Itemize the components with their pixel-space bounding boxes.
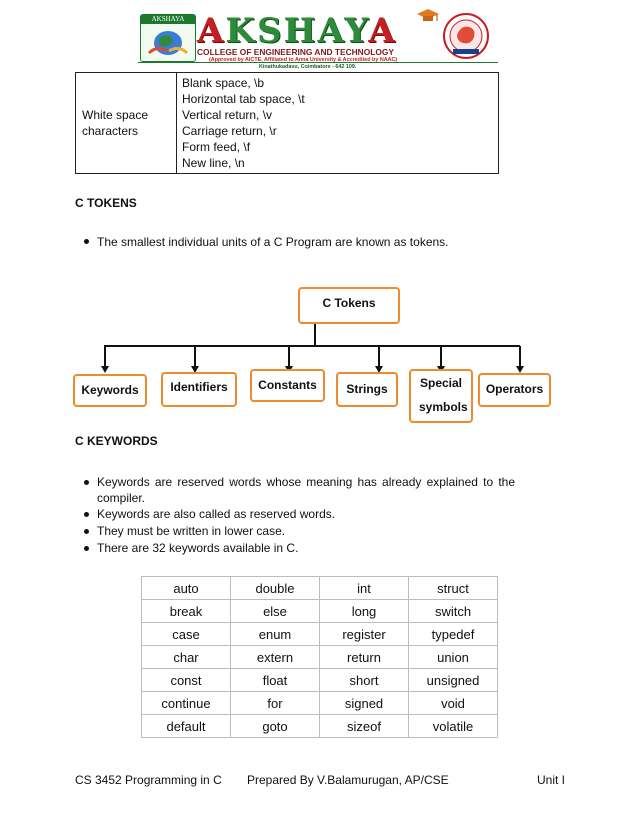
keyword-cell: long <box>320 600 409 623</box>
keyword-cell: signed <box>320 692 409 715</box>
whitespace-item: Form feed, \f <box>182 140 251 155</box>
connector-line <box>194 346 196 367</box>
page-footer <box>75 773 565 789</box>
whitespace-characters-table <box>75 72 499 174</box>
connector-line <box>288 346 290 367</box>
whitespace-item: Horizontal tab space, \t <box>182 92 305 107</box>
globe-hands-icon <box>147 27 189 59</box>
bullet-dot <box>84 529 89 534</box>
keyword-cell: sizeof <box>320 715 409 738</box>
logo-tag: AKSHAYA <box>141 15 195 24</box>
keyword-cell: double <box>231 577 320 600</box>
keyword-cell: enum <box>231 623 320 646</box>
keyword-cell: union <box>409 646 498 669</box>
token-node-constants: Constants <box>250 369 325 402</box>
whitespace-item: Blank space, \b <box>182 76 265 90</box>
keywords-heading: C KEYWORDS <box>75 434 158 448</box>
keyword-cell: float <box>231 669 320 692</box>
footer-unit: Unit I <box>536 773 565 787</box>
tokens-heading: C TOKENS <box>75 196 137 210</box>
whitespace-list <box>182 75 305 172</box>
table-row <box>142 669 498 692</box>
keyword-cell: int <box>320 577 409 600</box>
college-approval: (Approved by AICTE, Affiliated to Anna University & Accredited by NAAC) <box>209 57 398 63</box>
keyword-cell: const <box>142 669 231 692</box>
keyword-cell: continue <box>142 692 231 715</box>
token-node-strings: Strings <box>336 372 398 407</box>
college-name-logo: AKSHAYA <box>197 11 397 51</box>
token-node-keywords: Keywords <box>73 374 147 407</box>
keywords-bullet: Keywords are also called as reserved words. <box>97 507 336 521</box>
keywords-table <box>141 576 498 738</box>
table-row <box>142 600 498 623</box>
connector-line <box>378 346 380 367</box>
accreditation-seal-icon <box>443 13 489 59</box>
keyword-cell: else <box>231 600 320 623</box>
diagram-root-node: C Tokens <box>298 287 400 324</box>
keywords-bullet: There are 32 keywords available in C. <box>97 541 299 555</box>
keyword-cell: case <box>142 623 231 646</box>
keyword-cell: char <box>142 646 231 669</box>
keyword-cell: goto <box>231 715 320 738</box>
header-divider <box>138 62 498 63</box>
connector-line <box>104 345 520 347</box>
keyword-cell: volatile <box>409 715 498 738</box>
connector-line <box>440 346 442 367</box>
connector-line <box>519 346 521 367</box>
table-row <box>142 692 498 715</box>
graduation-cap-icon <box>416 8 440 24</box>
keyword-cell: extern <box>231 646 320 669</box>
bullet-dot <box>84 480 89 485</box>
college-address: Kinathukadavu, Coimbatore - 642 109. <box>259 64 357 70</box>
college-brand <box>197 12 437 68</box>
keyword-cell: register <box>320 623 409 646</box>
keyword-cell: for <box>231 692 320 715</box>
bullet-dot <box>84 546 89 551</box>
token-node-identifiers: Identifiers <box>161 372 237 407</box>
keywords-bullet: Keywords are reserved words whose meaning has already explained to the compiler. <box>97 475 515 505</box>
arrow-down-icon <box>101 366 109 373</box>
keyword-cell: typedef <box>409 623 498 646</box>
footer-course: CS 3452 Programming in C <box>75 773 222 787</box>
whitespace-label: White space characters <box>82 108 149 138</box>
keyword-cell: short <box>320 669 409 692</box>
keyword-cell: default <box>142 715 231 738</box>
tokens-bullet: The smallest individual units of a C Program are known as tokens. <box>97 235 449 249</box>
keyword-cell: unsigned <box>409 669 498 692</box>
arrow-down-icon <box>516 366 524 373</box>
keyword-cell: void <box>409 692 498 715</box>
connector-line <box>104 346 106 367</box>
token-node-special-symbols: Special symbols <box>409 369 473 423</box>
college-subtitle: COLLEGE OF ENGINEERING AND TECHNOLOGY <box>197 47 394 57</box>
token-node-operators: Operators <box>478 373 551 407</box>
keyword-cell: auto <box>142 577 231 600</box>
bullet-dot <box>84 239 89 244</box>
whitespace-item: New line, \n <box>182 156 245 171</box>
table-row <box>142 646 498 669</box>
table-divider <box>176 73 177 173</box>
connector-line <box>314 324 316 346</box>
keyword-cell: switch <box>409 600 498 623</box>
bullet-dot <box>84 512 89 517</box>
keyword-cell: break <box>142 600 231 623</box>
table-row <box>142 715 498 738</box>
college-emblem-logo <box>140 14 196 62</box>
keywords-bullet: They must be written in lower case. <box>97 524 286 538</box>
keyword-cell: struct <box>409 577 498 600</box>
whitespace-item: Vertical return, \v <box>182 108 273 123</box>
table-row <box>142 623 498 646</box>
keyword-cell: return <box>320 646 409 669</box>
whitespace-item: Carriage return, \r <box>182 124 277 139</box>
footer-author: Prepared By V.Balamurugan, AP/CSE <box>247 773 449 787</box>
table-row <box>142 577 498 600</box>
